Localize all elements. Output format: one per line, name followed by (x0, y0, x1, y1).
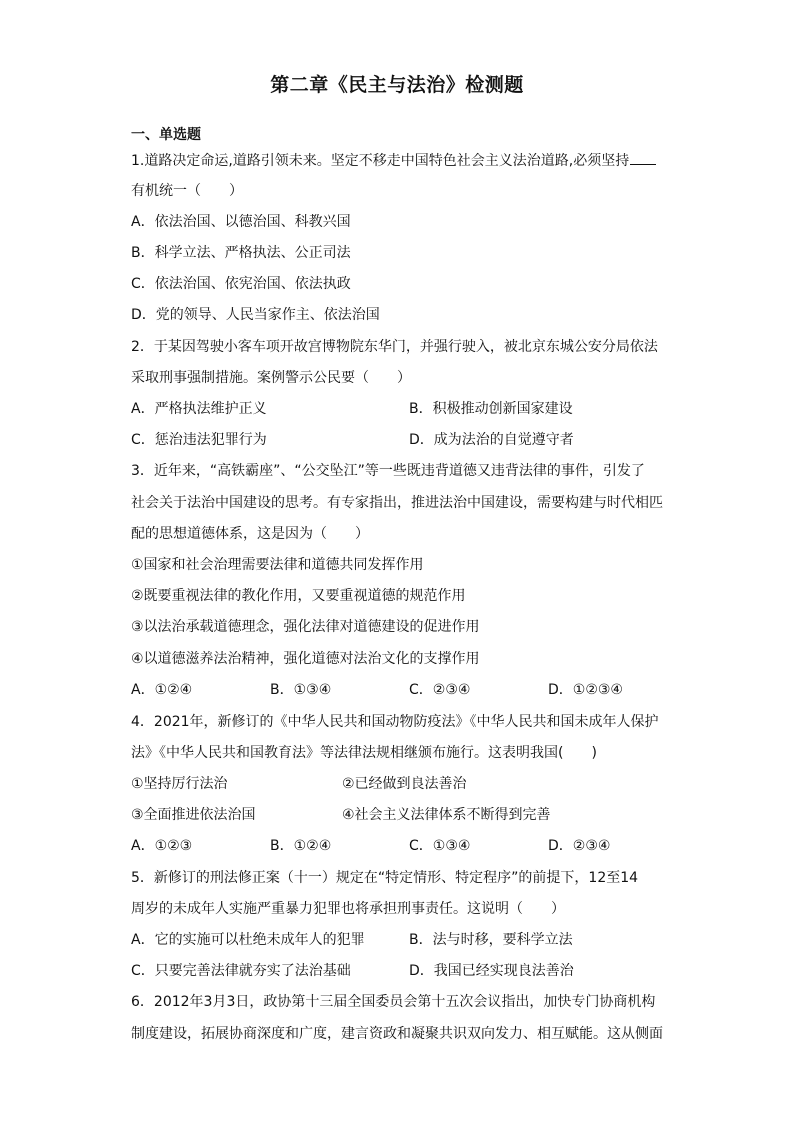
q2-option-c: C．惩治违法犯罪行为 (131, 432, 267, 448)
q5-option-a: A．它的实施可以杜绝未成年人的犯罪 (131, 932, 365, 948)
q1-option-c: C．依法治国、依宪治国、依法执政 (131, 276, 351, 292)
q3-statement-3: ③以法治承载道德理念，强化法律对道德建设的促进作用 (131, 619, 480, 635)
q4-stem-line1: 4．2021年，新修订的《中华人民共和国动物防疫法》《中华人民共和国未成年人保护 (131, 714, 659, 730)
answer-blank (630, 152, 656, 165)
q3-option-a: A．①②④ (131, 682, 193, 698)
q3-statement-1: ①国家和社会治理需要法律和道德共同发挥作用 (131, 557, 424, 573)
q4-option-d: D．②③④ (548, 838, 611, 854)
q3-option-b: B．①③④ (270, 682, 332, 698)
q3-option-c: C．②③④ (409, 682, 471, 698)
q1-option-a: A．依法治国、以德治国、科教兴国 (131, 214, 351, 230)
q3-statement-2: ②既要重视法律的教化作用，又要重视道德的规范作用 (131, 588, 466, 604)
q2-option-a: A．严格执法维护正义 (131, 401, 267, 417)
q4-statement-4: ④社会主义法律体系不断得到完善 (342, 807, 551, 823)
q5-option-b: B．法与时移，要科学立法 (409, 932, 573, 948)
q4-statement-3: ③全面推进依法治国 (131, 807, 256, 823)
q2-option-b: B．积极推动创新国家建设 (409, 401, 573, 417)
q4-option-b: B．①②④ (270, 838, 332, 854)
q4-statement-2: ②已经做到良法善治 (342, 776, 467, 792)
q5-option-d: D．我国已经实现良法善治 (409, 963, 574, 979)
q1-stem-line2: 有机统一（ ） (131, 183, 243, 199)
q4-statement-1: ①坚持厉行法治 (131, 776, 228, 792)
q5-option-c: C．只要完善法律就夯实了法治基础 (131, 963, 351, 979)
page-title: 第二章《民主与法治》检测题 (270, 74, 524, 96)
q3-stem-line2: 社会关于法治中国建设的思考。有专家指出，推进法治中国建设，需要构建与时代相匹 (131, 495, 663, 511)
q5-stem-line1: 5．新修订的刑法修正案（十一）规定在“特定情形、特定程序”的前提下，12至14 (131, 870, 639, 886)
section-heading: 一、单选题 (131, 127, 201, 143)
q3-stem-line1: 3．近年来，“高铁霸座”、“公交坠江”等一些既违背道德又违背法律的事件，引发了 (131, 463, 645, 479)
q1-stem-line1: 1.道路决定命运,道路引领未来。坚定不移走中国特色社会主义法治道路,必须坚持 (131, 152, 656, 170)
q3-option-d: D．①②③④ (548, 682, 623, 698)
q5-stem-line2: 周岁的未成年人实施严重暴力犯罪也将承担刑事责任。这说明（ ） (131, 901, 565, 917)
q6-stem-line1: 6．2012年3月3日，政协第十三届全国委员会第十五次会议指出，加快专门协商机构 (131, 994, 656, 1010)
q4-option-a: A．①②③ (131, 838, 193, 854)
q2-stem-line1: 2．于某因驾驶小客车项开故宫博物院东华门，并强行驶入，被北京东城公安分局依法 (131, 339, 658, 355)
q6-stem-line2: 制度建设，拓展协商深度和广度，建言资政和凝聚共识双向发力、相互赋能。这从侧面 (131, 1026, 663, 1042)
q3-stem-line3: 配的思想道德体系，这是因为（ ） (131, 526, 369, 542)
q1-option-d: D．党的领导、人民当家作主、依法治国 (131, 307, 380, 323)
q4-stem-line2: 法》《中华人民共和国教育法》等法律法规相继颁布施行。这表明我国( ) (131, 745, 597, 761)
q1-option-b: B．科学立法、严格执法、公正司法 (131, 245, 351, 261)
q4-option-c: C．①③④ (409, 838, 471, 854)
q2-stem-line2: 采取刑事强制措施。案例警示公民要（ ） (131, 370, 411, 386)
q3-statement-4: ④以道德滋养法治精神，强化道德对法治文化的支撑作用 (131, 651, 480, 667)
q2-option-d: D．成为法治的自觉遵守者 (409, 432, 574, 448)
